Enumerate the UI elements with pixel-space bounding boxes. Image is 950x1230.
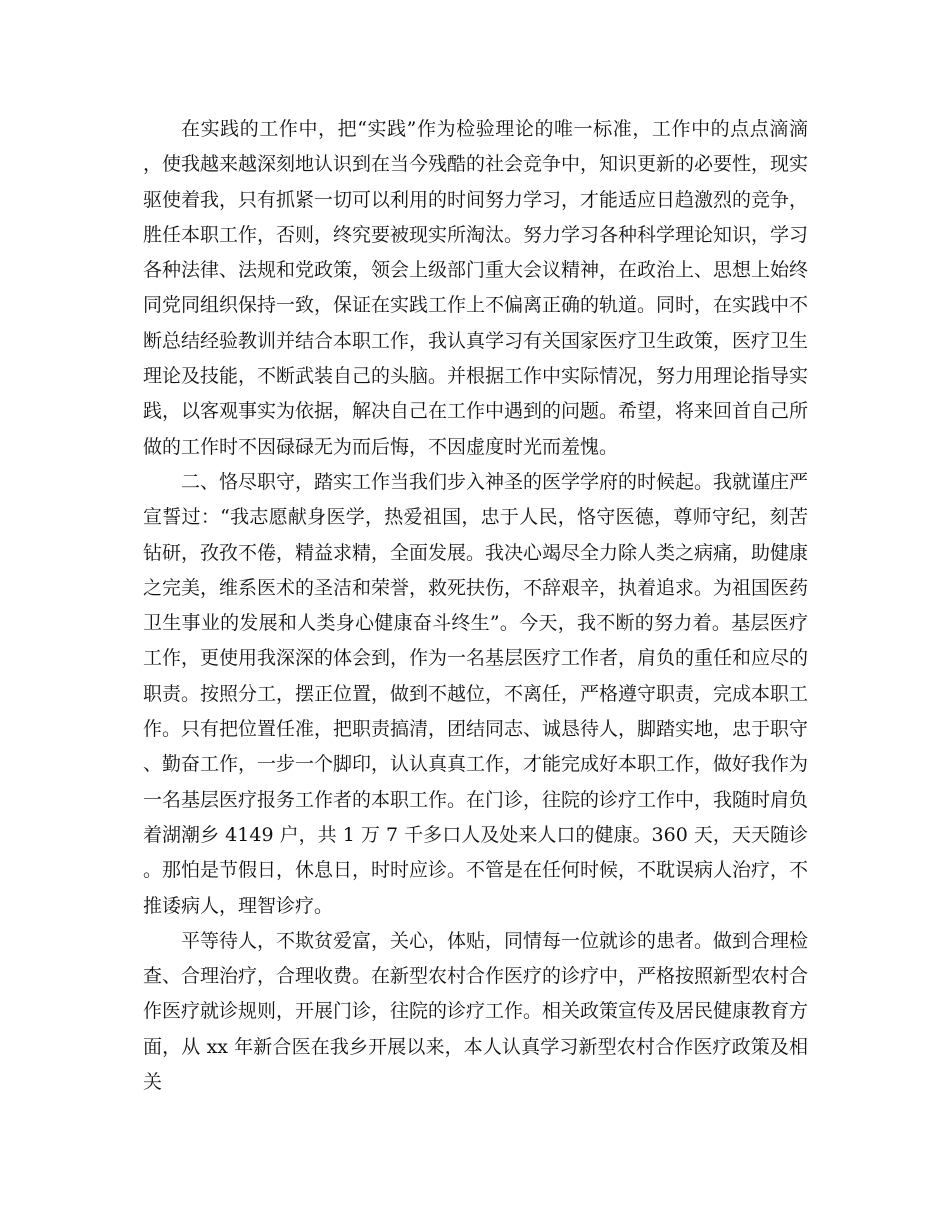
paragraph-1: 在实践的工作中，把“实践”作为检验理论的唯一标准，工作中的点点滴滴，使我越来越深刻地认识到在当今残酷的社会竞争中，知识更新的必要性，现实驱使着我，只有抓紧一切可以利用的时间努力学习，才能适应日趋激烈的竞争，胜任本职工作，否则，终究要被现实所淘汰。努力学习各种科学理论知识，学习各种法律、法规和党政策，领会上级部门重大会议精神，在政治上、思想上始终同党同组织保持一致，保证在实践工作上不偏离正确的轨道。同时，在实践中不断总结经验教训并结合本职工作，我认真学习有关国家医疗卫生政策，医疗卫生理论及技能，不断武装自己的头脑。并根据工作中实际情况，努力用理论指导实践，以客观事实为依据，解决自己在工作中遇到的问题。希望，将来回首自己所做的工作时不因碌碌无为而后悔，不因虚度时光而羞愧。 bbox=[143, 118, 809, 458]
paragraph-3: 平等待人，不欺贫爱富，关心，体贴，同情每一位就诊的患者。做到合理检查、合理治疗，合理收费。在新型农村合作医疗的诊疗中，严格按照新型农村合作医疗就诊规则，开展门诊，往院的诊疗工作。相关政策宣传及居民健康教育方面，从 xx 年新合医在我乡开展以来，本人认真学习新型农村合作医疗政策及相关 bbox=[143, 929, 809, 1094]
paragraph-2: 二、恪尽职守，踏实工作当我们步入神圣的医学学府的时候起。我就谨庄严宣誓过：“我志愿献身医学，热爱祖国，忠于人民，恪守医德，尊师守纪，刻苦钻研，孜孜不倦，精益求精，全面发展。我决心竭尽全力除人类之病痛，助健康之完美，维系医术的圣洁和荣誉，救死扶伤，不辞艰辛，执着追求。为祖国医药卫生事业的发展和人类身心健康奋斗终生”。今天，我不断的努力着。基层医疗工作，更使用我深深的体会到，作为一名基层医疗工作者，肩负的重任和应尽的职责。按照分工，摆正位置，做到不越位，不离任，严格遵守职责，完成本职工作。只有把位置任准，把职责搞清，团结同志、诚恳待人，脚踏实地，忠于职守、勤奋工作，一步一个脚印，认认真真工作，才能完成好本职工作，做好我作为一名基层医疗报务工作者的本职工作。在门诊，往院的诊疗工作中，我随时肩负着湖潮乡 4149 户，共 1 万 7 千多口人及处来人口的健康。360 天，天天随诊。那怕是节假日，休息日，时时应诊。不管是在任何时候，不耽误病人治疗，不推诿病人，理智诊疗。 bbox=[143, 470, 809, 917]
document-body bbox=[143, 112, 808, 1100]
